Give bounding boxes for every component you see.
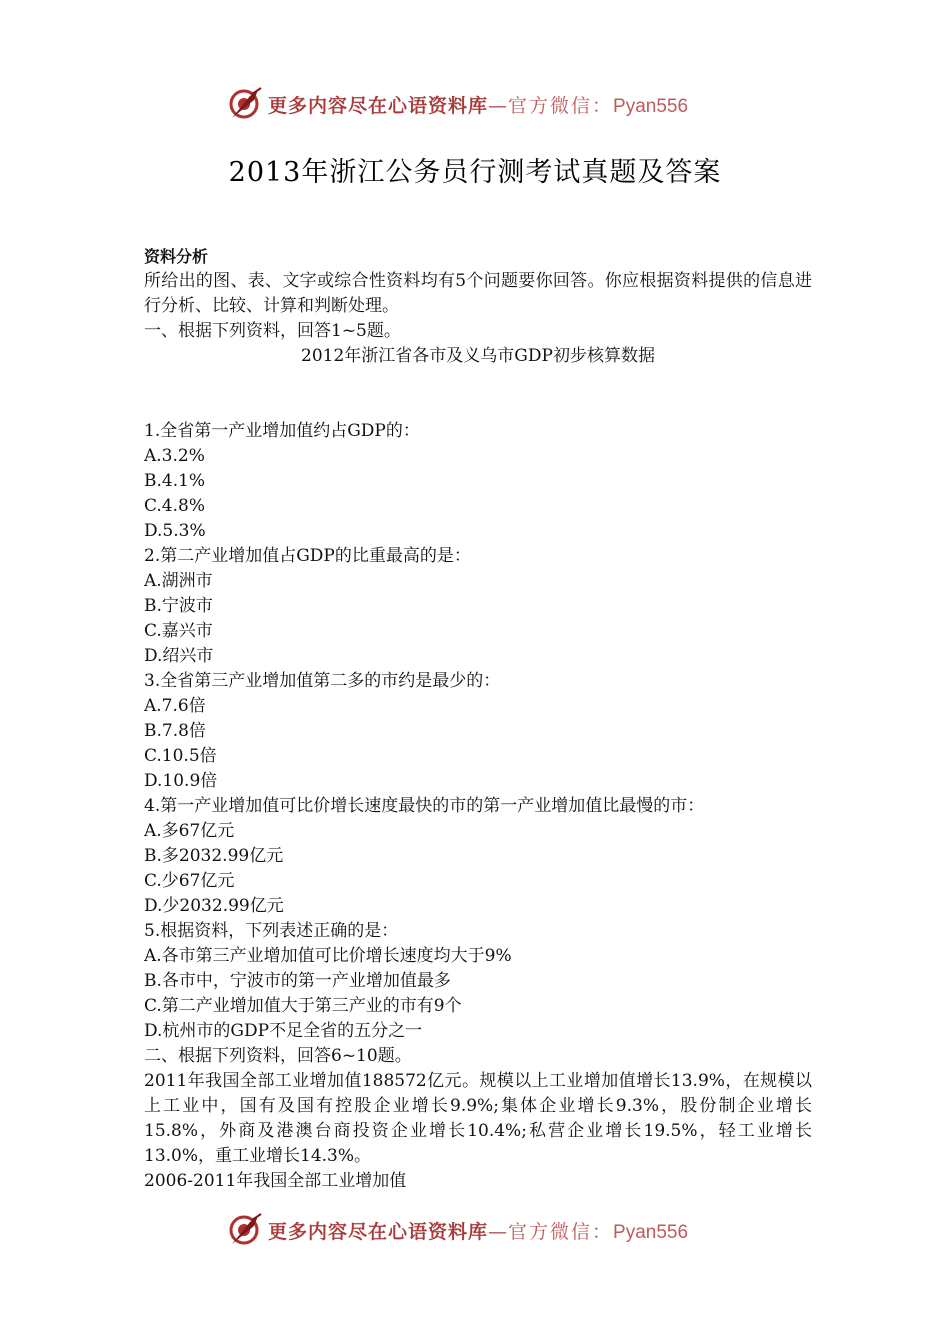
option-c: C.嘉兴市 bbox=[144, 621, 213, 641]
question-2 bbox=[144, 544, 812, 669]
pen-logo-icon bbox=[228, 86, 264, 122]
banner-slogan: 更多内容尽在心语资料库 bbox=[268, 94, 489, 117]
question-stem: 3.全省第三产业增加值第二多的市约是最少的： bbox=[144, 671, 501, 691]
question-stem: 5.根据资料，下列表述正确的是： bbox=[144, 921, 399, 941]
part1-lead: 一、根据下列资料，回答1~5题。 bbox=[144, 321, 401, 341]
question-stem: 2.第二产业增加值占GDP的比重最高的是： bbox=[144, 546, 471, 566]
banner-separator: — bbox=[488, 1220, 509, 1243]
option-d: D.10.9倍 bbox=[144, 771, 218, 791]
question-3 bbox=[144, 669, 812, 794]
question-stem: 1.全省第一产业增加值约占GDP的： bbox=[144, 421, 420, 441]
header-banner bbox=[228, 84, 688, 124]
section-heading: 资料分析 bbox=[144, 247, 209, 266]
banner-wechat-id: Pyan556 bbox=[613, 95, 689, 117]
banner-wechat-label: 官方微信： bbox=[508, 1220, 614, 1243]
table-placeholder bbox=[144, 369, 812, 419]
banner-slogan: 更多内容尽在心语资料库 bbox=[268, 1220, 489, 1243]
question-stem: 4.第一产业增加值可比价增长速度最快的市的第一产业增加值比最慢的市： bbox=[144, 796, 705, 816]
option-a: A.多67亿元 bbox=[144, 821, 235, 841]
footer-banner bbox=[228, 1210, 688, 1250]
banner-separator: — bbox=[488, 94, 509, 117]
document-body bbox=[144, 244, 812, 1194]
option-c: C.少67亿元 bbox=[144, 871, 235, 891]
question-5 bbox=[144, 919, 812, 1044]
option-d: D.绍兴市 bbox=[144, 646, 214, 666]
option-a: A.3.2% bbox=[144, 446, 205, 466]
option-b: B.宁波市 bbox=[144, 596, 213, 616]
table-caption: 2012年浙江省各市及义乌市GDP初步核算数据 bbox=[301, 346, 655, 366]
option-b: B.多2032.99亿元 bbox=[144, 846, 284, 866]
banner-wechat-id: Pyan556 bbox=[613, 1221, 689, 1243]
page-title: 2013年浙江公务员行测考试真题及答案 bbox=[228, 157, 722, 188]
section-intro: 所给出的图、表、文字或综合性资料均有5个问题要你回答。你应根据资料提供的信息进行分析、比较、计算和判断处理。 bbox=[144, 271, 812, 316]
option-b: B.各市中，宁波市的第一产业增加值最多 bbox=[144, 971, 451, 991]
question-4 bbox=[144, 794, 812, 919]
banner-text bbox=[268, 91, 688, 118]
option-c: C.10.5倍 bbox=[144, 746, 217, 766]
option-d: D.5.3% bbox=[144, 521, 206, 541]
pen-logo-icon bbox=[228, 1212, 264, 1248]
part2-paragraph: 2011年我国全部工业增加值188572亿元。规模以上工业增加值增长13.9%，在规模以上工业中，国有及国有控股企业增长9.9%;集体企业增长9.3%，股份制企业增长15.8%，外商及港澳台商投资企业增长10.4%;私营企业增长19.5%，轻工业增长13.0%，重工业增长14.3%。 bbox=[144, 1071, 812, 1166]
banner-text bbox=[268, 1217, 688, 1244]
option-c: C.4.8% bbox=[144, 496, 205, 516]
part2-lead: 二、根据下列资料，回答6~10题。 bbox=[144, 1046, 412, 1066]
banner-wechat-label: 官方微信： bbox=[508, 94, 614, 117]
option-b: B.7.8倍 bbox=[144, 721, 206, 741]
option-a: A.7.6倍 bbox=[144, 696, 206, 716]
option-a: A.湖洲市 bbox=[144, 571, 213, 591]
chart-caption: 2006-2011年我国全部工业增加值 bbox=[144, 1171, 407, 1191]
option-b: B.4.1% bbox=[144, 471, 206, 491]
option-c: C.第二产业增加值大于第三产业的市有9个 bbox=[144, 996, 462, 1016]
option-a: A.各市第三产业增加值可比价增长速度均大于9% bbox=[144, 946, 512, 966]
question-1 bbox=[144, 419, 812, 544]
option-d: D.杭州市的GDP不足全省的五分之一 bbox=[144, 1021, 423, 1041]
option-d: D.少2032.99亿元 bbox=[144, 896, 284, 916]
